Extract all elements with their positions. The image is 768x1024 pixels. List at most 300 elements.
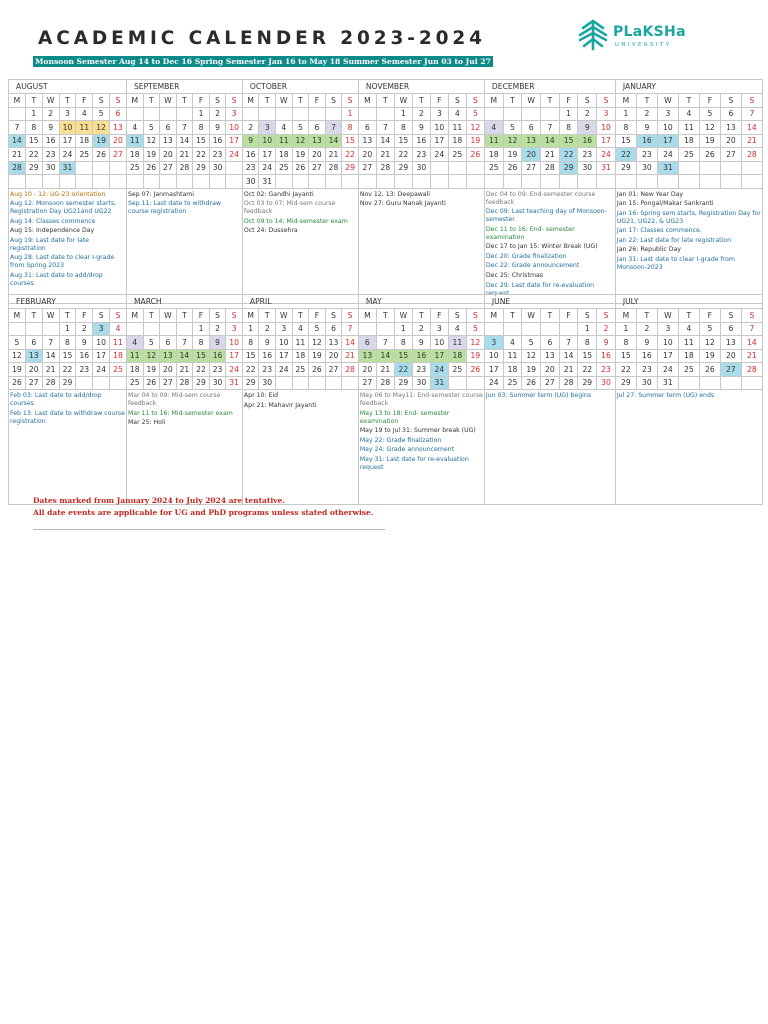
day-cell: 5: [522, 336, 541, 350]
day-cell: 16: [209, 349, 226, 363]
day-cell: 26: [309, 363, 326, 377]
day-cell: [503, 322, 522, 336]
event-item: Feb 03: Last date to add/drop courses: [10, 392, 102, 407]
day-cell: 27: [720, 148, 741, 162]
day-cell: 7: [541, 121, 560, 135]
day-cell: [242, 107, 259, 121]
day-cell: 12: [309, 336, 326, 350]
day-cell: 5: [466, 322, 484, 336]
day-cell: 10: [226, 121, 243, 135]
day-cell: 12: [143, 349, 160, 363]
day-cell: 14: [541, 134, 560, 148]
day-cell: 10: [276, 336, 293, 350]
day-cell: 26: [292, 161, 309, 175]
day-cell: 5: [503, 121, 522, 135]
day-cell: 26: [466, 148, 484, 162]
day-cell: 19: [466, 349, 484, 363]
day-cell: 4: [276, 121, 293, 135]
day-cell: 3: [59, 107, 76, 121]
day-cell: 2: [412, 322, 430, 336]
day-cell: [358, 107, 376, 121]
event-item: Apr 10: Eid: [243, 392, 279, 399]
event-item: Jan 26: Republic Day: [616, 246, 681, 254]
month-name: SEPTEMBER: [126, 80, 242, 94]
month-events: [358, 390, 484, 505]
day-cell: 8: [59, 336, 76, 350]
day-cell: 2: [42, 107, 59, 121]
day-cell: 6: [325, 322, 342, 336]
event-item: May 24: Grade announcement: [359, 446, 455, 454]
day-cell: 23: [209, 148, 226, 162]
day-cell: 27: [720, 363, 741, 377]
weekday-label: M: [358, 94, 376, 108]
event-item: Dec 25: Christmas: [485, 272, 543, 280]
day-cell: 6: [25, 336, 42, 350]
day-cell: 18: [448, 134, 466, 148]
day-cell: [376, 175, 394, 189]
day-cell: [110, 175, 127, 189]
day-cell: 22: [615, 148, 636, 162]
event-item: Sep 11: Last date to withdraw course registration: [127, 200, 221, 216]
day-cell: 18: [110, 349, 127, 363]
calendar-table-first-half: [8, 79, 763, 304]
day-cell: 18: [126, 148, 143, 162]
day-cell: 23: [578, 148, 597, 162]
event-item: Feb 13: Last date to withdraw course registration: [10, 409, 125, 425]
day-cell: 2: [412, 107, 430, 121]
page-title: ACADEMIC CALENDER 2023-2024: [38, 28, 486, 49]
event-item: Mar 04 to 09: Mid-sem course feedback: [127, 392, 221, 407]
day-cell: 19: [699, 134, 720, 148]
day-cell: [160, 322, 177, 336]
day-cell: [412, 175, 430, 189]
day-cell: [309, 107, 326, 121]
day-cell: [325, 376, 342, 390]
university-logo: [575, 18, 685, 56]
day-cell: 8: [394, 336, 412, 350]
day-cell: [466, 175, 484, 189]
event-item: May 06 to May11: End-semester course feedback: [359, 392, 483, 407]
event-item: Aug 15: Independence Day: [10, 227, 95, 235]
day-cell: [143, 322, 160, 336]
day-cell: [597, 175, 616, 189]
weekday-label: F: [193, 94, 210, 108]
weekday-label: S: [466, 309, 484, 323]
day-cell: 24: [59, 148, 76, 162]
day-cell: 21: [342, 349, 359, 363]
day-cell: 20: [325, 349, 342, 363]
day-cell: 2: [259, 322, 276, 336]
day-cell: 6: [358, 336, 376, 350]
applicability-note: All date events are applicable for UG and PhD programs unless stated otherwise.: [33, 508, 374, 517]
day-cell: 22: [394, 148, 412, 162]
day-cell: 2: [636, 107, 657, 121]
day-cell: 5: [466, 107, 484, 121]
day-cell: 29: [242, 376, 259, 390]
day-cell: [160, 175, 177, 189]
day-cell: [484, 175, 503, 189]
day-cell: [276, 175, 293, 189]
weekday-label: S: [578, 94, 597, 108]
day-cell: 6: [541, 336, 560, 350]
day-cell: 21: [176, 148, 193, 162]
day-cell: 16: [636, 349, 657, 363]
event-item: Jul 27: Summer term (UG) ends: [616, 392, 715, 399]
weekday-label: T: [376, 309, 394, 323]
day-cell: 18: [484, 148, 503, 162]
weekday-label: W: [394, 309, 412, 323]
day-cell: [226, 175, 243, 189]
weekday-label: S: [720, 309, 741, 323]
day-cell: [342, 175, 359, 189]
weekday-label: T: [292, 94, 309, 108]
month-events: [484, 390, 615, 505]
weekday-label: F: [309, 309, 326, 323]
weekday-label: S: [466, 94, 484, 108]
day-cell: [720, 161, 741, 175]
day-cell: 26: [466, 363, 484, 377]
day-cell: 16: [412, 134, 430, 148]
day-cell: 15: [615, 134, 636, 148]
day-cell: 15: [193, 349, 210, 363]
day-cell: [358, 322, 376, 336]
day-cell: [430, 161, 448, 175]
day-cell: 9: [578, 121, 597, 135]
day-cell: 15: [25, 134, 42, 148]
day-cell: [126, 322, 143, 336]
day-cell: 22: [394, 363, 412, 377]
event-item: Dec 22: Grade announcement: [485, 262, 580, 270]
day-cell: 25: [678, 148, 699, 162]
day-cell: 12: [699, 121, 720, 135]
day-cell: 27: [541, 376, 560, 390]
day-cell: 4: [76, 107, 93, 121]
day-cell: 9: [636, 121, 657, 135]
day-cell: 26: [9, 376, 26, 390]
day-cell: 11: [126, 134, 143, 148]
day-cell: 27: [160, 161, 177, 175]
weekday-label: S: [325, 309, 342, 323]
day-cell: 9: [636, 336, 657, 350]
day-cell: 18: [503, 363, 522, 377]
day-cell: [110, 161, 127, 175]
day-cell: 27: [309, 161, 326, 175]
day-cell: 30: [636, 161, 657, 175]
day-cell: 9: [412, 121, 430, 135]
day-cell: 8: [25, 121, 42, 135]
month-events: [358, 188, 484, 303]
day-cell: 13: [325, 336, 342, 350]
day-cell: 25: [448, 148, 466, 162]
month-name: JUNE: [484, 295, 615, 309]
weekday-label: T: [678, 94, 699, 108]
day-cell: [9, 322, 26, 336]
day-cell: 22: [242, 363, 259, 377]
day-cell: [636, 175, 657, 189]
month-events: [9, 188, 127, 303]
day-cell: 24: [657, 148, 678, 162]
day-cell: 27: [358, 376, 376, 390]
weekday-label: F: [193, 309, 210, 323]
day-cell: 6: [720, 322, 741, 336]
day-cell: [657, 175, 678, 189]
day-cell: 19: [309, 349, 326, 363]
weekday-label: T: [541, 309, 560, 323]
day-cell: [25, 322, 42, 336]
day-cell: 23: [636, 148, 657, 162]
day-cell: 1: [578, 322, 597, 336]
day-cell: 25: [448, 363, 466, 377]
day-cell: 17: [226, 134, 243, 148]
day-cell: 7: [376, 121, 394, 135]
month-header-row: [9, 295, 763, 309]
event-item: Aug 19: Last date for late registration: [10, 236, 89, 252]
day-cell: [309, 376, 326, 390]
weekday-label: F: [430, 309, 448, 323]
day-cell: 24: [430, 363, 448, 377]
day-cell: [59, 175, 76, 189]
day-cell: 24: [226, 148, 243, 162]
weekday-label: W: [657, 94, 678, 108]
day-cell: 4: [292, 322, 309, 336]
day-cell: 7: [342, 322, 359, 336]
event-item: May 13 to 18: End- semester examination: [359, 409, 450, 425]
day-cell: 30: [412, 376, 430, 390]
day-cell: [276, 107, 293, 121]
day-cell: 29: [578, 376, 597, 390]
day-cell: 10: [657, 336, 678, 350]
event-item: Jun 03: Summer term (UG) begins: [485, 392, 591, 399]
day-cell: 21: [42, 363, 59, 377]
weekday-label: M: [615, 94, 636, 108]
event-item: Oct 02: Gandhi Jayanti: [243, 190, 314, 198]
weekday-label: F: [559, 309, 578, 323]
day-cell: 8: [394, 121, 412, 135]
event-item: Jan 31: Last date to clear I-grade from Monsoon-2023: [616, 256, 735, 272]
day-cell: [466, 161, 484, 175]
day-cell: 29: [394, 376, 412, 390]
day-cell: 2: [242, 121, 259, 135]
day-cell: 17: [259, 148, 276, 162]
event-item: Sep 07: Janmashtami: [127, 190, 194, 198]
events-row: [9, 188, 763, 303]
day-cell: [126, 107, 143, 121]
day-cell: 17: [93, 349, 110, 363]
day-cell: 27: [160, 376, 177, 390]
day-cell: 4: [448, 107, 466, 121]
weekday-label: M: [126, 309, 143, 323]
tentative-note: Dates marked from January 2024 to July 2024 are tentative.: [33, 496, 285, 505]
week-row: [9, 322, 763, 336]
month-name: JANUARY: [615, 80, 762, 94]
day-cell: 27: [325, 363, 342, 377]
day-cell: 16: [76, 349, 93, 363]
day-cell: [741, 161, 762, 175]
weekday-label: S: [448, 309, 466, 323]
day-cell: 25: [484, 161, 503, 175]
day-cell: 13: [160, 134, 177, 148]
day-cell: [484, 322, 503, 336]
day-cell: [160, 107, 177, 121]
weekday-label: F: [309, 94, 326, 108]
day-cell: 7: [176, 336, 193, 350]
day-cell: 4: [678, 322, 699, 336]
day-cell: [699, 376, 720, 390]
weekday-label: S: [448, 94, 466, 108]
footer-divider: [33, 529, 385, 530]
day-cell: [741, 175, 762, 189]
weekday-label: M: [242, 309, 259, 323]
week-row: [9, 336, 763, 350]
day-cell: 21: [376, 363, 394, 377]
day-cell: 1: [59, 322, 76, 336]
day-cell: 12: [93, 121, 110, 135]
day-cell: 10: [430, 121, 448, 135]
day-cell: 20: [25, 363, 42, 377]
day-cell: [76, 161, 93, 175]
day-cell: 24: [226, 363, 243, 377]
week-row: [9, 363, 763, 377]
day-cell: 16: [636, 134, 657, 148]
day-cell: [522, 322, 541, 336]
day-cell: [9, 175, 26, 189]
day-cell: 28: [741, 363, 762, 377]
day-cell: 29: [615, 161, 636, 175]
day-cell: 13: [358, 134, 376, 148]
weekday-label: S: [110, 309, 127, 323]
day-cell: 1: [394, 322, 412, 336]
week-row: [9, 121, 763, 135]
day-cell: 18: [678, 349, 699, 363]
day-cell: 20: [541, 363, 560, 377]
day-cell: 21: [176, 363, 193, 377]
month-events: [242, 390, 358, 505]
event-item: Mar 25: Holi: [127, 419, 166, 427]
day-cell: [541, 107, 560, 121]
day-cell: 28: [541, 161, 560, 175]
day-cell: 6: [110, 107, 127, 121]
day-cell: 15: [394, 134, 412, 148]
day-cell: 12: [292, 134, 309, 148]
day-cell: 20: [358, 363, 376, 377]
day-cell: 6: [720, 107, 741, 121]
week-row: [9, 107, 763, 121]
day-cell: 1: [25, 107, 42, 121]
day-cell: 29: [394, 161, 412, 175]
weekday-label: T: [412, 94, 430, 108]
day-cell: 1: [342, 107, 359, 121]
weekday-label: S: [597, 94, 616, 108]
day-cell: 18: [678, 134, 699, 148]
day-cell: [466, 376, 484, 390]
day-cell: [176, 322, 193, 336]
day-cell: 24: [430, 148, 448, 162]
day-cell: 1: [559, 107, 578, 121]
day-cell: 20: [720, 349, 741, 363]
event-item: Mar 11 to 16: Mid-semester exam: [127, 409, 233, 417]
weekday-label: M: [615, 309, 636, 323]
weekday-label: T: [143, 94, 160, 108]
weekday-label: T: [503, 94, 522, 108]
day-cell: 30: [259, 376, 276, 390]
day-cell: [741, 376, 762, 390]
day-cell: 28: [176, 376, 193, 390]
day-cell: 16: [209, 134, 226, 148]
month-name: DECEMBER: [484, 80, 615, 94]
day-cell: 1: [193, 107, 210, 121]
weekday-label: W: [160, 309, 177, 323]
day-cell: 13: [110, 121, 127, 135]
day-cell: 16: [259, 349, 276, 363]
weekday-label: T: [176, 94, 193, 108]
week-row: [9, 376, 763, 390]
month-events: [242, 188, 358, 303]
day-cell: 4: [126, 336, 143, 350]
day-cell: 9: [76, 336, 93, 350]
day-cell: [143, 107, 160, 121]
day-cell: 17: [484, 363, 503, 377]
day-cell: [522, 107, 541, 121]
day-cell: 22: [342, 148, 359, 162]
weekday-label: T: [412, 309, 430, 323]
day-cell: 10: [484, 349, 503, 363]
weekday-label: T: [678, 309, 699, 323]
day-cell: [226, 161, 243, 175]
weekday-label: W: [42, 94, 59, 108]
weekday-label: W: [657, 309, 678, 323]
day-cell: 29: [59, 376, 76, 390]
day-cell: 10: [597, 121, 616, 135]
week-row: [9, 349, 763, 363]
day-cell: 7: [42, 336, 59, 350]
day-cell: [678, 161, 699, 175]
day-cell: 20: [720, 134, 741, 148]
day-cell: 22: [578, 363, 597, 377]
day-cell: 27: [522, 161, 541, 175]
day-cell: 11: [678, 121, 699, 135]
weekday-label: T: [176, 309, 193, 323]
weekday-label: W: [276, 309, 293, 323]
weekday-label: F: [430, 94, 448, 108]
day-cell: 20: [358, 148, 376, 162]
day-cell: 5: [9, 336, 26, 350]
calendar-table-second-half: [8, 294, 763, 505]
day-cell: 20: [110, 134, 127, 148]
event-item: Oct 24: Dussehra: [243, 227, 298, 235]
logo-subtitle: UNIVERSITY: [615, 42, 672, 48]
day-cell: 12: [9, 349, 26, 363]
day-cell: 31: [59, 161, 76, 175]
day-cell: 31: [259, 175, 276, 189]
day-cell: 22: [59, 363, 76, 377]
day-cell: 5: [143, 121, 160, 135]
day-cell: 8: [615, 336, 636, 350]
day-cell: 9: [209, 121, 226, 135]
day-cell: 6: [160, 336, 177, 350]
event-item: Dec 04 to 09: End-semester course feedback: [485, 190, 596, 206]
day-cell: [176, 175, 193, 189]
day-cell: [126, 175, 143, 189]
day-cell: 1: [615, 107, 636, 121]
day-cell: 25: [76, 148, 93, 162]
day-cell: 21: [376, 148, 394, 162]
month-name: NOVEMBER: [358, 80, 484, 94]
day-cell: 10: [93, 336, 110, 350]
day-cell: 12: [503, 134, 522, 148]
weekday-label: T: [259, 94, 276, 108]
day-cell: 14: [376, 134, 394, 148]
weekday-label: S: [342, 309, 359, 323]
